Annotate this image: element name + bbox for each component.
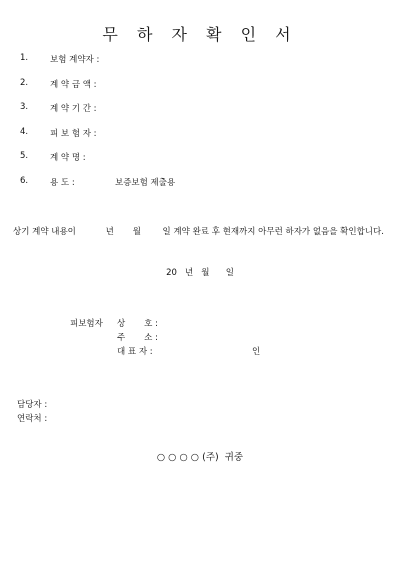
date-line: 20 년 월 일 [166,268,234,278]
item-row-contract-period [0,102,400,114]
seal-mark: 인 [252,347,261,357]
recipient-footer: ○ ○ ○ ○ (주) 귀중 [156,452,244,463]
signature-party-label: 피보험자 [70,319,103,329]
item-label: 보험 계약자 : [50,55,100,65]
item-number: 2. [20,78,29,88]
item-row-contract-name [0,151,400,163]
item-label: 계 약 기 간 : [50,104,97,114]
item-number: 4. [20,127,29,137]
item-label: 용 도 : [50,178,75,188]
item-label: 계 약 명 : [50,153,86,163]
phone-label: 연락처 : [17,414,48,424]
statement-text: 상기 계약 내용이 년 월 일 계약 완료 후 현재까지 아무런 하자가 없음을 확인합니다. [13,227,384,237]
item-row-insured [0,127,400,139]
item-label: 피 보 험 자 : [50,129,97,139]
item-row-contract-amount [0,78,400,90]
item-value: 보증보험 제출용 [115,178,176,188]
item-number: 5. [20,151,29,161]
item-number: 1. [20,53,29,63]
document-title: 무 하 자 확 인 서 [102,25,298,44]
signature-name-label: 상 호 : [117,319,158,329]
item-number: 6. [20,176,29,186]
item-number: 3. [20,102,29,112]
item-row-policyholder [0,53,400,65]
manager-label: 담당자 : [17,400,48,410]
signature-address-label: 주 소 : [117,333,158,343]
signature-rep-label: 대 표 자 : [117,347,153,357]
item-label: 계 약 금 액 : [50,80,97,90]
item-row-purpose [0,176,400,188]
